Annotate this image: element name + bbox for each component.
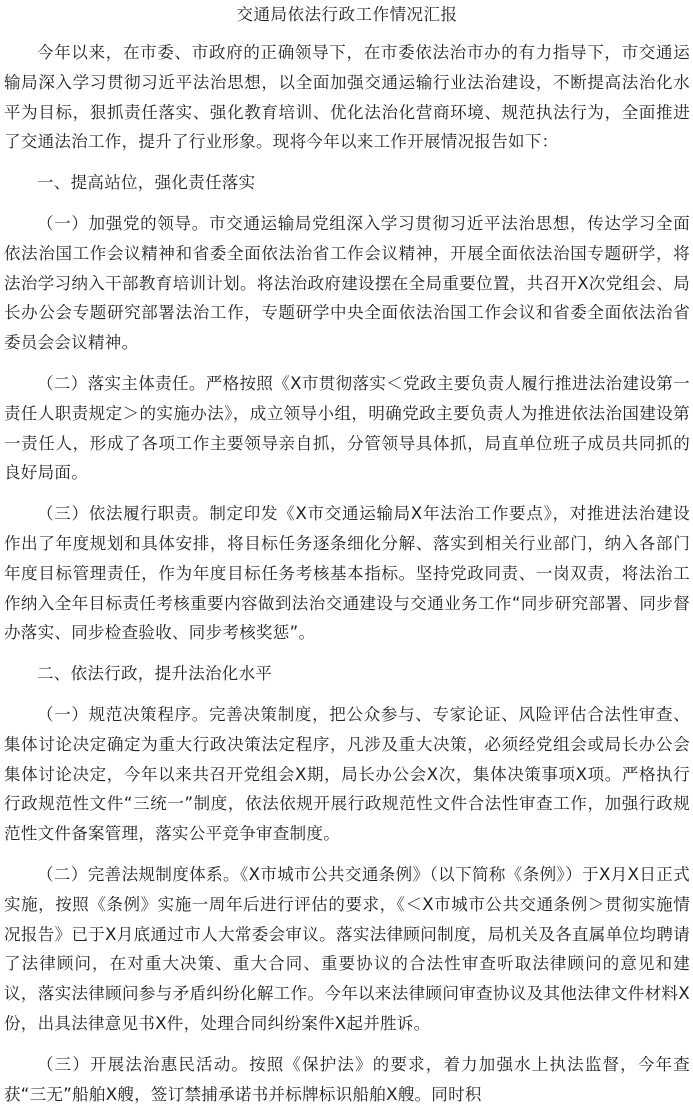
document-title: 交通局依法行政工作情况汇报 — [236, 5, 458, 24]
intro-paragraph: 今年以来，在市委、市政府的正确领导下，在市委依法治市办的有力指导下，市交通运输局深入学习贯彻习近平法治思想，以全面加强交通运输行业法治建设，不断提高法治化水平为目标，狠抓责任落实、强化教育培训、优化法治化营商环境、规范执法行为，全面推进了交通法治工作，提升了行业形象。现将今年以来工作开展情况报告如下： — [4, 43, 690, 152]
section-1-paragraph-1: （一）加强党的领导。市交通运输局党组深入学习贯彻习近平法治思想，传达学习全面依法治国工作会议精神和省委全面依法治省工作会议精神，开展全面依法治国专题研学，将法治学习纳入干部教育培训计划。将法治政府建设摆在全局重要位置，共召开X次党组会、局长办公会专题研究部署法治工作，专题研学中央全面依法治国工作会议和省委全面依法治省委员会会议精神。 — [4, 213, 690, 353]
section-2-paragraph-2: （二）完善法规制度体系。《X市城市公共交通条例》（以下简称《条例》）于X月X日正式实施，按照《条例》实施一周年后进行评估的要求，《＜X市城市公共交通条例＞贯彻实施情况报告》已于X月底通过市人大常委会审议。落实法律顾问制度，局机关及各直属单位均聘请了法律顾问，在对重大决策、重大合同、重要协议的合法性审查听取法律顾问的意见和建议，落实法律顾问参与矛盾纠纷化解工作。今年以来法律顾问审查协议及其他法律文件材料X份，出具法律意见书X件，处理合同纠纷案件X起并胜诉。 — [4, 864, 690, 1033]
section-heading-1: 一、提高站位，强化责任落实 — [37, 173, 256, 193]
section-2-paragraph-1: （一）规范决策程序。完善决策制度，把公众参与、专家论证、风险评估合法性审查、集体讨论决定确定为重大行政决策法定程序，凡涉及重大决策，必须经党组会或局长办公会集体讨论决定，今年以来共召开党组会X期，局长办公会X次，集体决策事项X项。严格执行行政规范性文件“三统一”制度，依法依规开展行政规范性文件合法性审查工作，加强行政规范性文件备案管理，落实公平竞争审查制度。 — [4, 704, 690, 844]
section-1-paragraph-3: （三）依法履行职责。制定印发《X市交通运输局X年法治工作要点》，对推进法治建设作出了年度规划和具体安排，将目标任务逐条细化分解、落实到相关行业部门，纳入各部门年度目标管理责任，作为年度目标任务考核基本指标。坚持党政同责、一岗双责，将法治工作纳入全年目标责任考核重要内容做到法治交通建设与交通业务工作“同步研究部署、同步督办落实、同步检查验收、同步考核奖惩”。 — [4, 504, 690, 643]
section-2-paragraph-3: （三）开展法治惠民活动。按照《保护法》的要求，着力加强水上执法监督，今年查获“三无”船舶X艘，签订禁捕承诺书并标牌标识船舶X艘。同时积 — [4, 1054, 690, 1104]
section-heading-2: 二、依法行政，提升法治化水平 — [37, 664, 273, 684]
document-page — [4, 0, 690, 1120]
section-1-paragraph-2: （二）落实主体责任。严格按照《X市贯彻落实＜党政主要负责人履行推进法治建设第一责任人职责规定＞的实施办法》，成立领导小组，明确党政主要负责人为推进依法治国建设第一责任人，形成了各项工作主要领导亲自抓，分管领导具体抓，局直单位班子成员共同抓的良好局面。 — [4, 373, 690, 483]
